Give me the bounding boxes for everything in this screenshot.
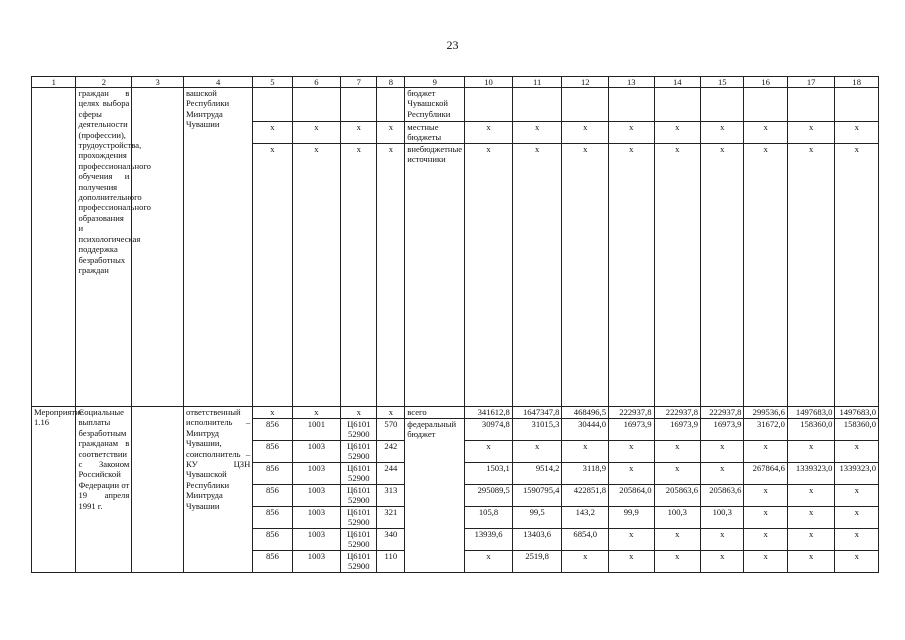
cell: 13403,6 xyxy=(512,529,562,551)
cell: 205863,6 xyxy=(654,485,701,507)
cell: x xyxy=(654,441,701,463)
cell: 856 xyxy=(253,419,292,441)
cell: x xyxy=(835,144,879,407)
cell: x xyxy=(701,463,744,485)
cell: 244 xyxy=(377,463,405,485)
cell: 1339323,0 xyxy=(787,463,835,485)
budget-table xyxy=(31,76,879,573)
cell: 16973,9 xyxy=(654,419,701,441)
cell: x xyxy=(835,441,879,463)
header-cell: 5 xyxy=(253,77,292,88)
cell: x xyxy=(787,507,835,529)
cell: x xyxy=(787,441,835,463)
header-cell: 6 xyxy=(292,77,341,88)
cell: 2519,8 xyxy=(512,551,562,573)
cell: x xyxy=(292,122,341,144)
cell: x xyxy=(377,122,405,144)
cell: x xyxy=(562,144,609,407)
header-cell: 8 xyxy=(377,77,405,88)
cell: 313 xyxy=(377,485,405,507)
cell: 158360,0 xyxy=(835,419,879,441)
cell: x xyxy=(512,144,562,407)
cell: 340 xyxy=(377,529,405,551)
cell: x xyxy=(701,551,744,573)
cell: x xyxy=(654,122,701,144)
header-cell: 18 xyxy=(835,77,879,88)
cell: x xyxy=(744,529,787,551)
cell: x xyxy=(253,407,292,419)
measure-description: Социальные выплаты безработным гражданам в соответствии с Законом Российской Федерации от 19 апреля 1991 г. xyxy=(76,407,132,573)
block1-executor: вашской Республики Минтруда Чувашии xyxy=(184,88,253,407)
cell: 1647347,8 xyxy=(512,407,562,419)
cell: 856 xyxy=(253,485,292,507)
cell: 1590795,4 xyxy=(512,485,562,507)
header-cell: 3 xyxy=(132,77,184,88)
cell: x xyxy=(744,551,787,573)
header-cell: 14 xyxy=(654,77,701,88)
cell: 3118,9 xyxy=(562,463,609,485)
cell: 856 xyxy=(253,529,292,551)
cell: 222937,8 xyxy=(654,407,701,419)
cell: 856 xyxy=(253,551,292,573)
cell: x xyxy=(835,485,879,507)
cell: x xyxy=(253,144,292,407)
cell: Ц6101 52900 xyxy=(341,507,377,529)
header-cell: 12 xyxy=(562,77,609,88)
cell: 267864,6 xyxy=(744,463,787,485)
cell: x xyxy=(465,551,513,573)
cell: x xyxy=(609,463,655,485)
cell: x xyxy=(744,144,787,407)
source-label: местные бюджеты xyxy=(405,122,465,144)
cell: 9514,2 xyxy=(512,463,562,485)
cell: 856 xyxy=(253,507,292,529)
cell: x xyxy=(562,122,609,144)
header-cell: 1 xyxy=(32,77,76,88)
cell: 105,8 xyxy=(465,507,513,529)
cell: x xyxy=(654,551,701,573)
cell: 30444,0 xyxy=(562,419,609,441)
source-label: бюджет Чувашской Республики xyxy=(405,88,465,122)
header-cell: 13 xyxy=(609,77,655,88)
cell: x xyxy=(465,144,513,407)
cell: x xyxy=(465,441,513,463)
cell: x xyxy=(835,507,879,529)
cell: x xyxy=(609,529,655,551)
cell: x xyxy=(835,551,879,573)
cell: Ц6101 52900 xyxy=(341,441,377,463)
header-cell: 9 xyxy=(405,77,465,88)
cell: Ц6101 52900 xyxy=(341,551,377,573)
block2-col3 xyxy=(132,407,184,573)
cell: 222937,8 xyxy=(701,407,744,419)
block1-description: граждан в целях выбора сферы деятельности (профессии), трудоустройства, прохождения профессионального обучения и получения дополнительного профессионального образования и психологическая поддержка безработных граждан xyxy=(76,88,132,407)
cell: x xyxy=(292,407,341,419)
cell: x xyxy=(787,122,835,144)
source-label: внебюджетные источники xyxy=(405,144,465,407)
cell: x xyxy=(377,407,405,419)
cell: x xyxy=(512,122,562,144)
cell: 1503,1 xyxy=(465,463,513,485)
cell: 242 xyxy=(377,441,405,463)
cell: x xyxy=(701,441,744,463)
cell: 1497683,0 xyxy=(835,407,879,419)
cell: x xyxy=(341,122,377,144)
source-label: всего xyxy=(405,407,465,419)
cell: x xyxy=(744,122,787,144)
cell: x xyxy=(835,122,879,144)
cell: 856 xyxy=(253,441,292,463)
cell: x xyxy=(609,441,655,463)
cell: x xyxy=(835,529,879,551)
cell: 31015,3 xyxy=(512,419,562,441)
cell: 570 xyxy=(377,419,405,441)
cell: 321 xyxy=(377,507,405,529)
cell: x xyxy=(787,144,835,407)
cell: 13939,6 xyxy=(465,529,513,551)
cell: x xyxy=(701,529,744,551)
cell: 100,3 xyxy=(701,507,744,529)
cell: 205864,0 xyxy=(609,485,655,507)
header-cell: 11 xyxy=(512,77,562,88)
cell: 299536,6 xyxy=(744,407,787,419)
cell: 143,2 xyxy=(562,507,609,529)
block1-col3 xyxy=(132,88,184,407)
cell: 222937,8 xyxy=(609,407,655,419)
table-row xyxy=(32,88,879,122)
page-number: 23 xyxy=(446,38,459,52)
header-cell: 16 xyxy=(744,77,787,88)
cell: x xyxy=(701,144,744,407)
cell: x xyxy=(654,529,701,551)
cell: 422851,8 xyxy=(562,485,609,507)
cell: x xyxy=(341,144,377,407)
cell: 1003 xyxy=(292,529,341,551)
header-cell: 7 xyxy=(341,77,377,88)
cell: 1003 xyxy=(292,507,341,529)
cell: 6854,0 xyxy=(562,529,609,551)
cell: 1497683,0 xyxy=(787,407,835,419)
cell: Ц6101 52900 xyxy=(341,419,377,441)
header-row xyxy=(32,77,879,88)
measure-number: Мероприятие 1.16 xyxy=(32,407,76,573)
cell: x xyxy=(253,122,292,144)
cell: 205863,6 xyxy=(701,485,744,507)
cell: 1003 xyxy=(292,551,341,573)
cell: 99,5 xyxy=(512,507,562,529)
cell: x xyxy=(341,407,377,419)
header-cell: 15 xyxy=(701,77,744,88)
cell: 1003 xyxy=(292,463,341,485)
cell: x xyxy=(744,441,787,463)
cell: 158360,0 xyxy=(787,419,835,441)
header-cell: 4 xyxy=(184,77,253,88)
block1-col1 xyxy=(32,88,76,407)
cell: x xyxy=(609,551,655,573)
cell: x xyxy=(787,529,835,551)
cell: 1001 xyxy=(292,419,341,441)
cell: Ц6101 52900 xyxy=(341,463,377,485)
cell: x xyxy=(744,485,787,507)
cell: 341612,8 xyxy=(465,407,513,419)
cell: x xyxy=(654,144,701,407)
cell: 99,9 xyxy=(609,507,655,529)
cell: 1003 xyxy=(292,441,341,463)
header-cell: 2 xyxy=(76,77,132,88)
cell: 16973,9 xyxy=(701,419,744,441)
source-label: федеральный бюджет xyxy=(405,419,465,573)
cell: 295089,5 xyxy=(465,485,513,507)
cell: 16973,9 xyxy=(609,419,655,441)
header-cell: 10 xyxy=(465,77,513,88)
cell: 468496,5 xyxy=(562,407,609,419)
cell: x xyxy=(512,441,562,463)
cell: 1339323,0 xyxy=(835,463,879,485)
cell: x xyxy=(701,122,744,144)
cell: 100,3 xyxy=(654,507,701,529)
cell: 110 xyxy=(377,551,405,573)
cell: x xyxy=(787,551,835,573)
cell: x xyxy=(654,463,701,485)
cell: x xyxy=(744,507,787,529)
cell: 1003 xyxy=(292,485,341,507)
cell: Ц6101 52900 xyxy=(341,485,377,507)
table-row xyxy=(32,407,879,419)
cell: Ц6101 52900 xyxy=(341,529,377,551)
cell: x xyxy=(787,485,835,507)
cell: x xyxy=(562,551,609,573)
cell: 856 xyxy=(253,463,292,485)
header-cell: 17 xyxy=(787,77,835,88)
cell: x xyxy=(609,122,655,144)
cell: x xyxy=(465,122,513,144)
cell: x xyxy=(377,144,405,407)
cell: x xyxy=(609,144,655,407)
cell: 31672,0 xyxy=(744,419,787,441)
cell: 30974,8 xyxy=(465,419,513,441)
cell: x xyxy=(562,441,609,463)
measure-executor: ответственный исполнитель – Минтруд Чувашии, соисполнитель – КУ ЦЗН Чувашской Республики Минтруда Чувашии xyxy=(184,407,253,573)
cell: x xyxy=(292,144,341,407)
